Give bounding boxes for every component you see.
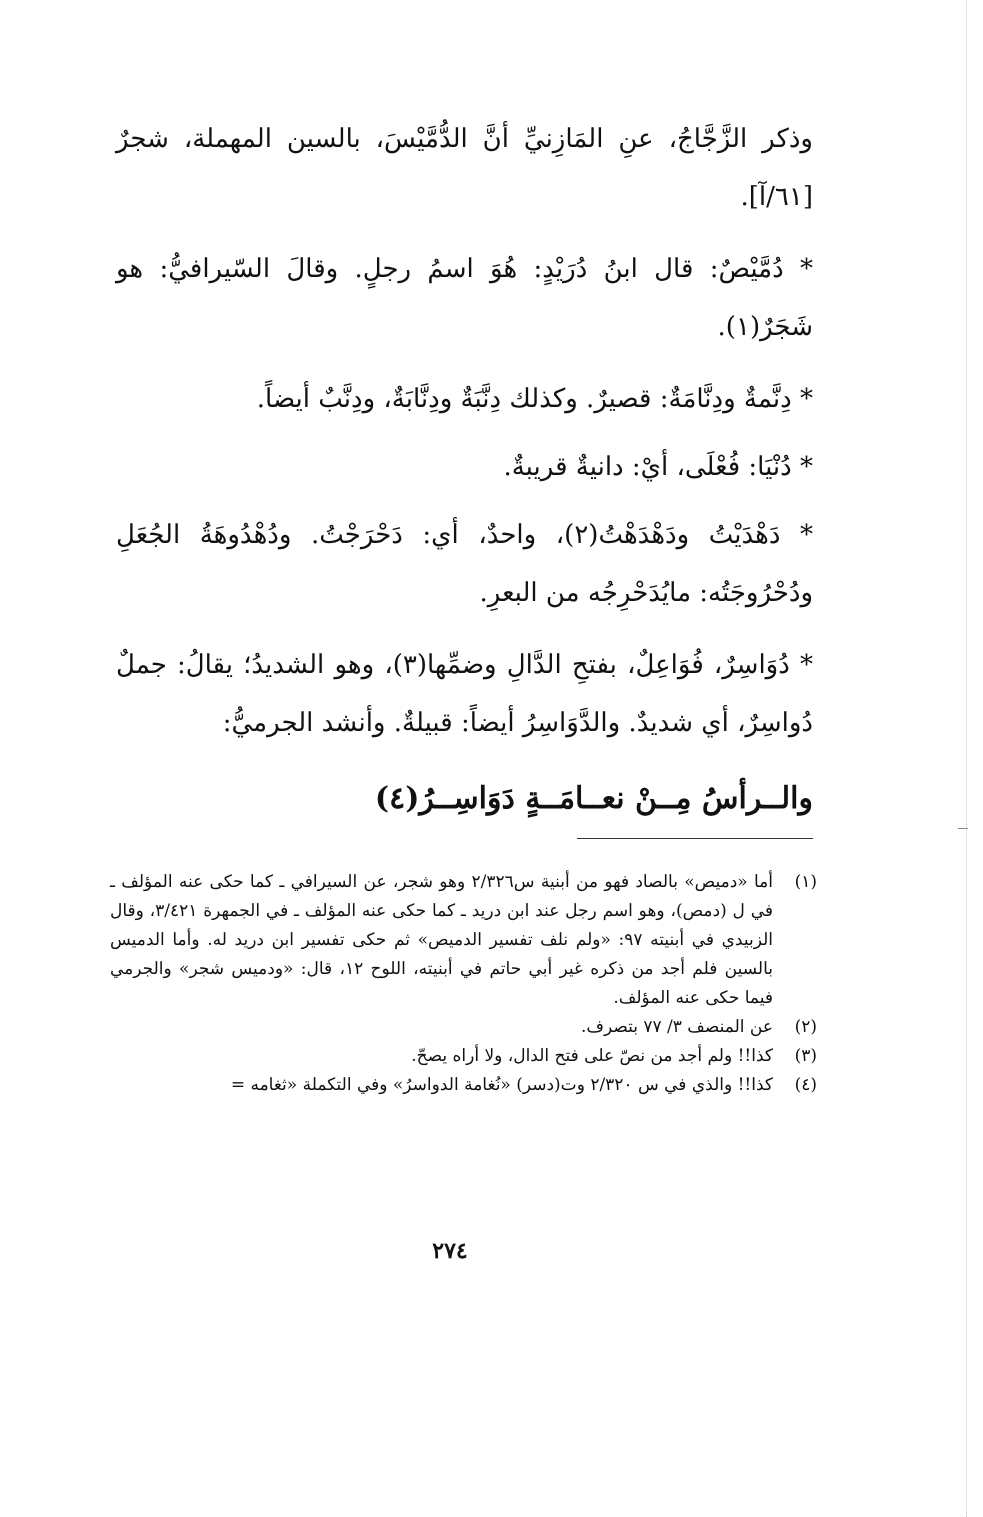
footnote-separator — [577, 838, 813, 839]
footnote-text: عن المنصف ٣/ ٧٧ بتصرف. — [580, 1017, 773, 1037]
main-text — [116, 110, 813, 832]
footnote-text: كذا!! ولم أجد من نصّ على فتح الدال، ولا أراه يصحّ. — [411, 1046, 773, 1066]
margin-tick — [958, 828, 968, 829]
footnote — [110, 1071, 817, 1100]
footnote — [110, 1042, 817, 1071]
footnote-number: (٤) — [794, 1075, 817, 1095]
footnote-number: (١) — [794, 872, 817, 892]
page-number: ٢٧٤ — [432, 1238, 468, 1264]
footnote-number: (٣) — [794, 1046, 817, 1066]
footnote — [110, 1013, 817, 1042]
entry-dahdaytu: * دَهْدَيْتُ ودَهْدَهْتُ(٢)، واحدٌ، أي: دَحْرَجْتُ. ودُهْدُوهَةُ الجُعَلِ ودُحْرُوجَتُه: مايُدَحْرِجُه من البعرِ. — [116, 520, 814, 608]
entry-dummays: * دُمَّيْصٌ: قال ابنُ دُرَيْدٍ: هُوَ اسمُ رجلٍ. وقالَ السّيرافيُّ: هو شَجَرٌ(١). — [116, 254, 813, 342]
paragraph-dummays: وذكر الزَّجَّاجُ، عنِ المَازِنيِّ أنَّ الدُّمَّيْسَ، بالسين المهملة، شجرٌ [٦١/آ]. — [116, 124, 813, 212]
footnote-text: أما «دميص» بالصاد فهو من أبنية س٢/٣٢٦ وهو شجر، عن السيرافي ـ كما حكى عنه المؤلف ـ في ل (دمص)، وهو اسم رجل عند ابن دريد ـ كما حكى عنه المؤلف ـ في الجمهرة ٣/٤٢١، وقال الزبيدي في أبنيته ٩٧: «ولم نلف تفسير الدميص» ثم حكى تفسير ابن دريد له. وأما الدميس بالسين فلم أجد من ذكره غير أبي حاتم في أبنيته، اللوح ١٢، قال: «ودميس شجر» والجرمي فيما حكى عنه المؤلف. — [110, 872, 773, 1008]
scan-edge — [966, 0, 970, 1517]
footnotes — [110, 868, 817, 1100]
entry-dunya: * دُنْيَا: فُعْلَى، أيْ: دانيةٌ قريبةٌ. — [503, 452, 813, 482]
footnote-number: (٢) — [794, 1017, 817, 1037]
footnote — [110, 868, 817, 1013]
entry-duwasir: * دُوَاسِرٌ، فُوَاعِلٌ، بفتحِ الدَّالِ وضمِّها(٣)، وهو الشديدُ؛ يقالُ: جملٌ دُواسِرٌ، أي شديدٌ. والدَّوَاسِرُ أيضاً: قبيلةٌ. وأنشد الجرميُّ: — [116, 650, 813, 738]
entry-dinnama: * دِنَّمةٌ ودِنَّامَةٌ: قصيرٌ. وكذلك دِنَّبَةٌ ودِنَّابَةٌ، ودِنَّبٌ أيضاً. — [256, 384, 813, 414]
poetry-verse: والــرأسُ مِــنْ نعــامَــةٍ دَوَاسِــرُ(٤) — [374, 781, 813, 816]
footnote-text: كذا!! والذي في س ٢/٣٢٠ وت(دسر) «نُغامة الدواسرُ» وفي التكملة «ثغامه = — [230, 1075, 773, 1095]
